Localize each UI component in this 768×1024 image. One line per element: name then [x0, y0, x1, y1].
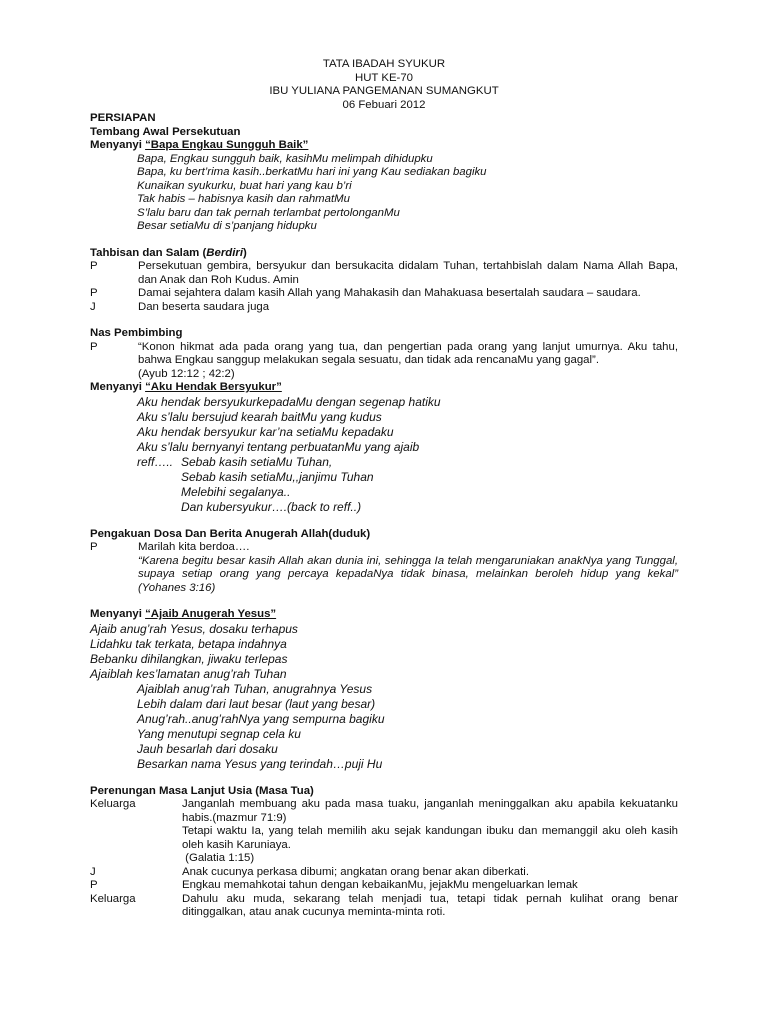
section-pengakuan	[90, 528, 678, 596]
liturgy-row	[90, 879, 678, 893]
section-heading-persiapan: PERSIAPAN	[90, 112, 156, 124]
lyric-line: Lidahku tak terkata, betapa indahnya	[90, 636, 287, 651]
section-tahbisan	[90, 247, 678, 315]
lyric-line: Aku hendak bersyukurkepadaMu dengan segenap hatiku	[137, 394, 441, 409]
liturgy-row	[90, 893, 678, 920]
song-lyrics-2	[90, 395, 678, 515]
liturgy-text: Damai sejahtera dalam kasih Allah yang Mahakasih dan Mahakuasa besertalah saudara – saudara.	[138, 287, 641, 299]
section-heading-nas: Nas Pembimbing	[90, 327, 183, 339]
reff-text: Sebab kasih setiaMu Tuhan,	[181, 454, 333, 469]
lyric-line: Aku s’lalu bernyanyi tentang perbuatanMu yang ajaib	[137, 439, 420, 454]
reff-line: Melebihi segalanya..	[181, 484, 291, 499]
lyric-line: Bebanku dihilangkan, jiwaku terlepas	[90, 651, 288, 666]
reff-line: Dan kubersyukur….(back to reff..)	[181, 499, 362, 514]
liturgy-text: Janganlah membuang aku pada masa tuaku, janganlah meninggalkan aku apabila kekuatanku habis.(mazmur 71:9)	[182, 798, 678, 824]
liturgy-text: Engkau memahkotai tahun dengan kebaikanMu, jejakMu mengeluarkan lemak	[182, 879, 578, 891]
liturgy-row	[90, 301, 678, 315]
speaker-label	[90, 825, 182, 852]
lyric-line: Bapa, Engkau sungguh baik, kasihMu melimpah dihidupku	[137, 152, 433, 165]
song-prefix: Menyanyi	[90, 139, 146, 151]
document-title: TATA IBADAH SYUKUR	[322, 58, 446, 70]
nas-body	[138, 341, 678, 382]
document-subtitle: HUT KE-70	[354, 71, 414, 84]
section-nas	[90, 327, 678, 515]
section-perenungan	[90, 785, 678, 920]
speaker-label: Keluarga	[90, 892, 136, 905]
speaker-label: P	[90, 340, 98, 353]
section-song-3	[90, 608, 678, 772]
liturgy-row	[90, 260, 678, 287]
chorus-line: Lebih dalam dari laut besar (laut yang besar)	[137, 696, 376, 711]
liturgy-row	[90, 541, 678, 595]
song-chorus-3	[90, 682, 678, 772]
section-persiapan	[90, 112, 678, 234]
pengakuan-body	[138, 541, 678, 595]
speaker-label: Keluarga	[90, 798, 136, 810]
liturgy-text: Tetapi waktu Ia, yang telah memilih aku sejak kandungan ibuku dan memanggil aku oleh kasih oleh kasih Karuniaya.	[182, 825, 678, 851]
pengakuan-text: Marilah kita berdoa….	[138, 541, 250, 553]
chorus-line: Ajaiblah anug’rah Tuhan, anugrahnya Yesus	[137, 681, 373, 696]
lyric-line: Besar setiaMu di s’panjang hidupku	[137, 220, 317, 232]
song-lyrics-1	[90, 153, 678, 234]
chorus-line: Anug’rah..anug’rahNya yang sempurna bagiku	[137, 711, 385, 726]
speaker-label: J	[90, 300, 96, 313]
liturgy-row	[90, 852, 678, 866]
heading-text: Tahbisan dan Salam (	[90, 246, 207, 259]
song-title-1: “Bapa Engkau Sungguh Baik”	[145, 139, 309, 151]
lyric-line: Aku s’lalu bersujud kearah baitMu yang kudus	[137, 409, 382, 424]
speaker-label: P	[90, 287, 98, 299]
heading-suffix: )	[242, 246, 247, 259]
lyric-line: Ajaiblah kes’lamatan anug’rah Tuhan	[90, 666, 287, 681]
speaker-label: P	[90, 541, 98, 553]
chorus-line: Jauh besarlah dari dosaku	[137, 741, 278, 756]
liturgy-row	[90, 287, 678, 301]
liturgy-row	[90, 825, 678, 852]
lyric-line: Ajaib anug’rah Yesus, dosaku terhapus	[90, 621, 298, 636]
speaker-label: J	[90, 865, 96, 878]
chorus-line: Yang menutupi segnap cela ku	[137, 726, 301, 741]
lyric-line: Kunaikan syukurku, buat hari yang kau b’ri	[137, 179, 352, 192]
speaker-label	[90, 852, 182, 866]
liturgy-row	[90, 866, 678, 880]
liturgy-row	[90, 341, 678, 382]
section-heading-perenungan: Perenungan Masa Lanjut Usia (Masa Tua)	[90, 784, 314, 797]
lyric-line: Tak habis – habisnya kasih dan rahmatMu	[137, 193, 350, 205]
liturgy-row	[90, 798, 678, 825]
song-heading-3	[90, 608, 678, 622]
document-page	[90, 58, 678, 920]
reff-label: reff…..	[137, 454, 174, 469]
liturgy-text: Persekutuan gembira, bersyukur dan bersukacita didalam Tuhan, tertahbislah dalam Nama Allah Bapa, dan Anak dan Roh Kudus. Amin	[138, 260, 678, 286]
pengakuan-quote: “Karena begitu besar kasih Allah akan dunia ini, sehingga Ia telah mengaruniakan anakNya yang Tunggal, supaya setiap orang yang percaya kepadaNya tidak binasa, melainkan beroleh hidup yang kekal” (Yohanes 3:16)	[138, 554, 678, 594]
section-heading-tahbisan	[90, 247, 678, 261]
honoree-name: IBU YULIANA PANGEMANAN SUMANGKUT	[269, 85, 499, 97]
lyric-line: Bapa, ku bert’rima kasih..berkatMu hari ini yang Kau sediakan bagiku	[137, 166, 487, 178]
reff-line	[137, 455, 678, 470]
heading-italic: Berdiri	[206, 246, 243, 259]
speaker-label: P	[90, 260, 98, 272]
song-prefix: Menyanyi	[90, 608, 146, 620]
speaker-label: P	[90, 879, 98, 891]
liturgy-text: (Galatia 1:15)	[182, 852, 255, 864]
reff-line: Sebab kasih setiaMu,,janjimu Tuhan	[181, 469, 374, 484]
song-heading-2	[90, 381, 678, 395]
document-date: 06 Febuari 2012	[342, 98, 426, 111]
lyric-line: S’lalu baru dan tak pernah terlambat pertolonganMu	[137, 206, 400, 219]
song-title-3: “Ajaib Anugerah Yesus”	[145, 608, 277, 620]
chorus-line: Besarkan nama Yesus yang terindah…puji Hu	[137, 756, 383, 771]
song-lyrics-3	[90, 622, 678, 682]
header	[90, 58, 678, 112]
nas-reference: (Ayub 12:12 ; 42:2)	[138, 367, 235, 380]
nas-text: “Konon hikmat ada pada orang yang tua, dan pengertian pada orang yang lanjut umurnya. Aku tahu, bahwa Engkau sanggup melakukan segala sesuatu, dan tidak ada rencanaMu yang gagal”.	[138, 340, 678, 366]
section-heading-pengakuan: Pengakuan Dosa Dan Berita Anugerah Allah(duduk)	[90, 527, 371, 540]
liturgy-text: Dan beserta saudara juga	[138, 300, 270, 313]
song-prefix: Menyanyi	[90, 381, 146, 393]
lyric-line: Aku hendak bersyukur kar’na setiaMu kepadaku	[137, 424, 394, 439]
song-title-2: “Aku Hendak Bersyukur”	[145, 381, 282, 393]
liturgy-text: Dahulu aku muda, sekarang telah menjadi tua, tetapi tidak pernah kulihat orang benar ditinggalkan, atau anak cucunya meminta-minta roti.	[182, 892, 678, 918]
liturgy-text: Anak cucunya perkasa dibumi; angkatan orang benar akan diberkati.	[182, 865, 530, 878]
song-heading-1	[90, 139, 678, 153]
subheading-tembang: Tembang Awal Persekutuan	[90, 125, 241, 138]
